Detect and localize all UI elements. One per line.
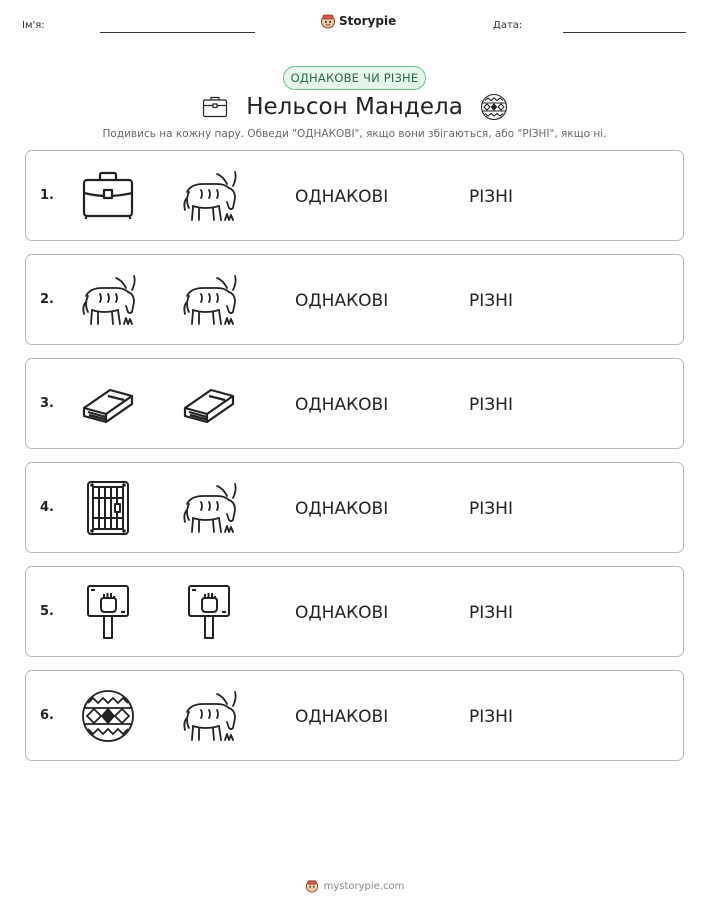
patterned-ball-icon <box>479 92 509 122</box>
row-number: 6. <box>40 708 54 723</box>
briefcase-icon <box>78 166 138 226</box>
exercise-row <box>25 358 684 449</box>
exercise-row <box>25 254 684 345</box>
row-number: 5. <box>40 604 54 619</box>
book-icon <box>78 374 138 434</box>
ox-icon <box>179 686 239 746</box>
title-row <box>0 92 709 122</box>
storypie-mascot-icon <box>320 13 336 29</box>
row-number: 3. <box>40 396 54 411</box>
protest-sign-icon <box>179 582 239 642</box>
book-icon <box>179 374 239 434</box>
brand-logo <box>320 13 396 29</box>
ox-icon <box>179 166 239 226</box>
date-line[interactable] <box>563 32 686 33</box>
briefcase-icon <box>200 92 230 122</box>
option-different[interactable]: РІЗНІ <box>469 187 513 207</box>
worksheet-type-badge: ОДНАКОВЕ ЧИ РІЗНЕ <box>283 66 426 90</box>
page-title: Нельсон Мандела <box>246 94 463 120</box>
option-same[interactable]: ОДНАКОВІ <box>295 187 389 207</box>
protest-sign-icon <box>78 582 138 642</box>
option-different[interactable]: РІЗНІ <box>469 499 513 519</box>
option-same[interactable]: ОДНАКОВІ <box>295 499 389 519</box>
name-line[interactable] <box>100 32 255 33</box>
exercise-row <box>25 670 684 761</box>
option-same[interactable]: ОДНАКОВІ <box>295 291 389 311</box>
ox-icon <box>179 270 239 330</box>
row-number: 2. <box>40 292 54 307</box>
option-different[interactable]: РІЗНІ <box>469 395 513 415</box>
exercise-row <box>25 462 684 553</box>
option-different[interactable]: РІЗНІ <box>469 291 513 311</box>
row-number: 4. <box>40 500 54 515</box>
option-different[interactable]: РІЗНІ <box>469 603 513 623</box>
option-same[interactable]: ОДНАКОВІ <box>295 395 389 415</box>
row-number: 1. <box>40 188 54 203</box>
footer-url: mystorypie.com <box>323 880 405 892</box>
exercise-row <box>25 150 684 241</box>
footer <box>0 879 709 893</box>
ox-icon <box>179 478 239 538</box>
storypie-mascot-icon <box>305 879 319 893</box>
prison-door-icon <box>78 478 138 538</box>
ox-icon <box>78 270 138 330</box>
patterned-ball-icon <box>78 686 138 746</box>
option-same[interactable]: ОДНАКОВІ <box>295 707 389 727</box>
instruction-text: Подивись на кожну пару. Обведи "ОДНАКОВІ", якщо вони збігаються, або "РІЗНІ", якщо ні. <box>102 128 607 140</box>
name-label: Ім'я: <box>22 20 45 31</box>
option-same[interactable]: ОДНАКОВІ <box>295 603 389 623</box>
brand-name: Storypie <box>339 14 397 28</box>
option-different[interactable]: РІЗНІ <box>469 707 513 727</box>
exercise-row <box>25 566 684 657</box>
date-label: Дата: <box>493 20 523 31</box>
